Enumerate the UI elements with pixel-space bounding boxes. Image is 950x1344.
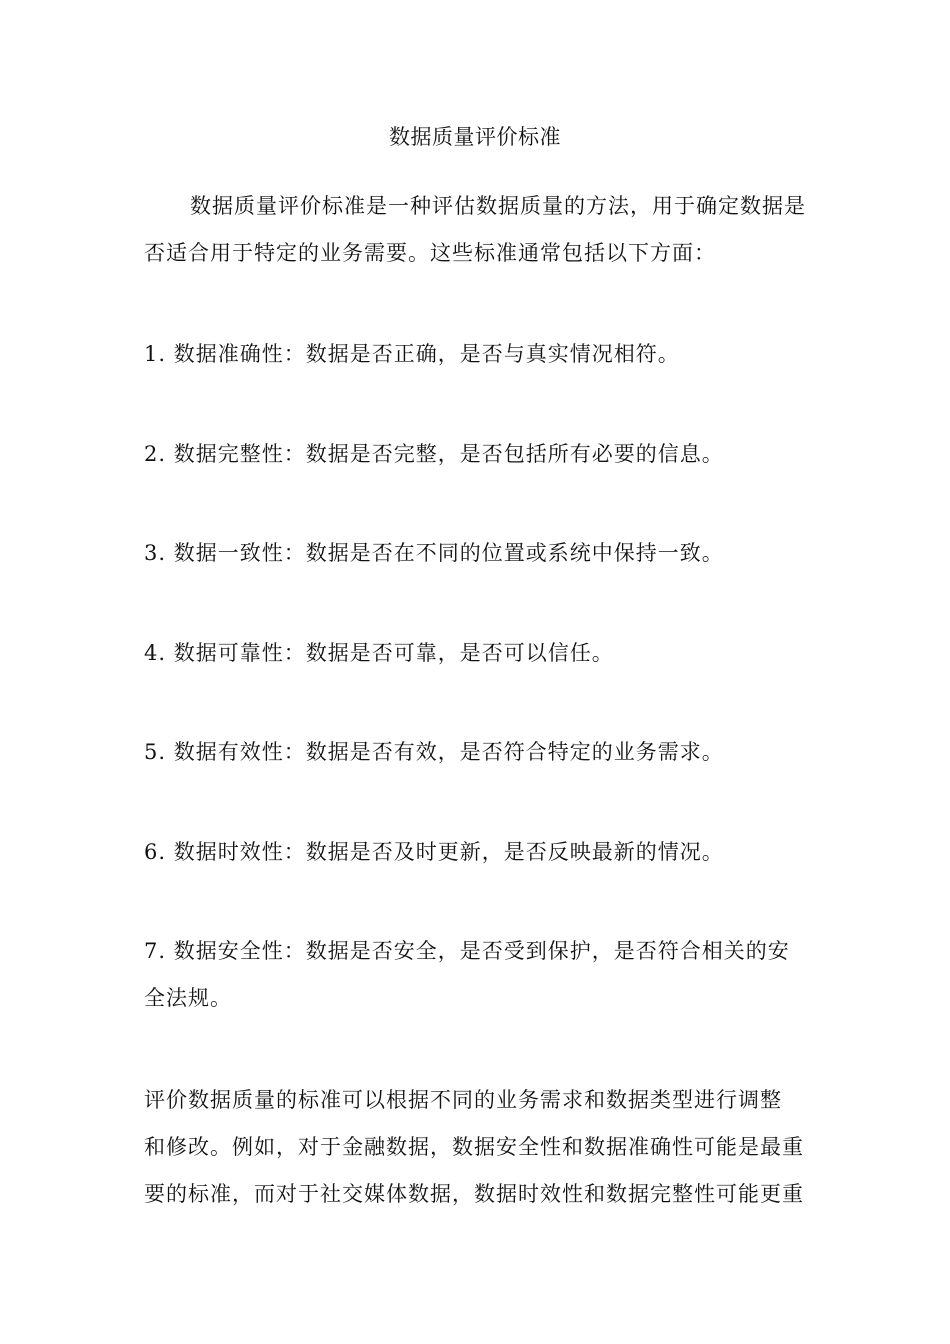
- list-item-accuracy: [144, 331, 812, 378]
- intro-line: 否适合用于特定的业务需要。这些标准通常包括以下方面：: [144, 241, 716, 265]
- list-item-security: [144, 928, 812, 1022]
- intro-paragraph: [144, 183, 812, 277]
- list-item-text: 7. 数据安全性：数据是否安全，是否受到保护，是否符合相关的安: [144, 939, 790, 963]
- closing-line: 和修改。例如，对于金融数据，数据安全性和数据准确性可能是最重: [144, 1135, 804, 1159]
- closing-paragraph: [144, 1077, 812, 1218]
- list-item-consistency: [144, 530, 812, 577]
- document-title: 数据质量评价标准: [389, 125, 561, 149]
- intro-line: 数据质量评价标准是一种评估数据质量的方法，用于确定数据是: [190, 194, 806, 218]
- list-item-validity: [144, 729, 812, 776]
- list-item-text: 3. 数据一致性：数据是否在不同的位置或系统中保持一致。: [144, 541, 724, 565]
- list-item-completeness: [144, 431, 812, 478]
- list-item-timeliness: [144, 829, 812, 876]
- list-item-text: 1. 数据准确性：数据是否正确，是否与真实情况相符。: [144, 342, 680, 366]
- closing-line: 评价数据质量的标准可以根据不同的业务需求和数据类型进行调整: [144, 1088, 782, 1112]
- list-item-text: 2. 数据完整性：数据是否完整，是否包括所有必要的信息。: [144, 442, 724, 466]
- list-item-reliability: [144, 630, 812, 677]
- closing-line: 要的标准，而对于社交媒体数据，数据时效性和数据完整性可能更重: [144, 1182, 804, 1206]
- list-item-text: 5. 数据有效性：数据是否有效，是否符合特定的业务需求。: [144, 740, 724, 764]
- list-item-text: 6. 数据时效性：数据是否及时更新，是否反映最新的情况。: [144, 840, 724, 864]
- list-item-text: 全法规。: [144, 986, 232, 1010]
- list-item-text: 4. 数据可靠性：数据是否可靠，是否可以信任。: [144, 641, 614, 665]
